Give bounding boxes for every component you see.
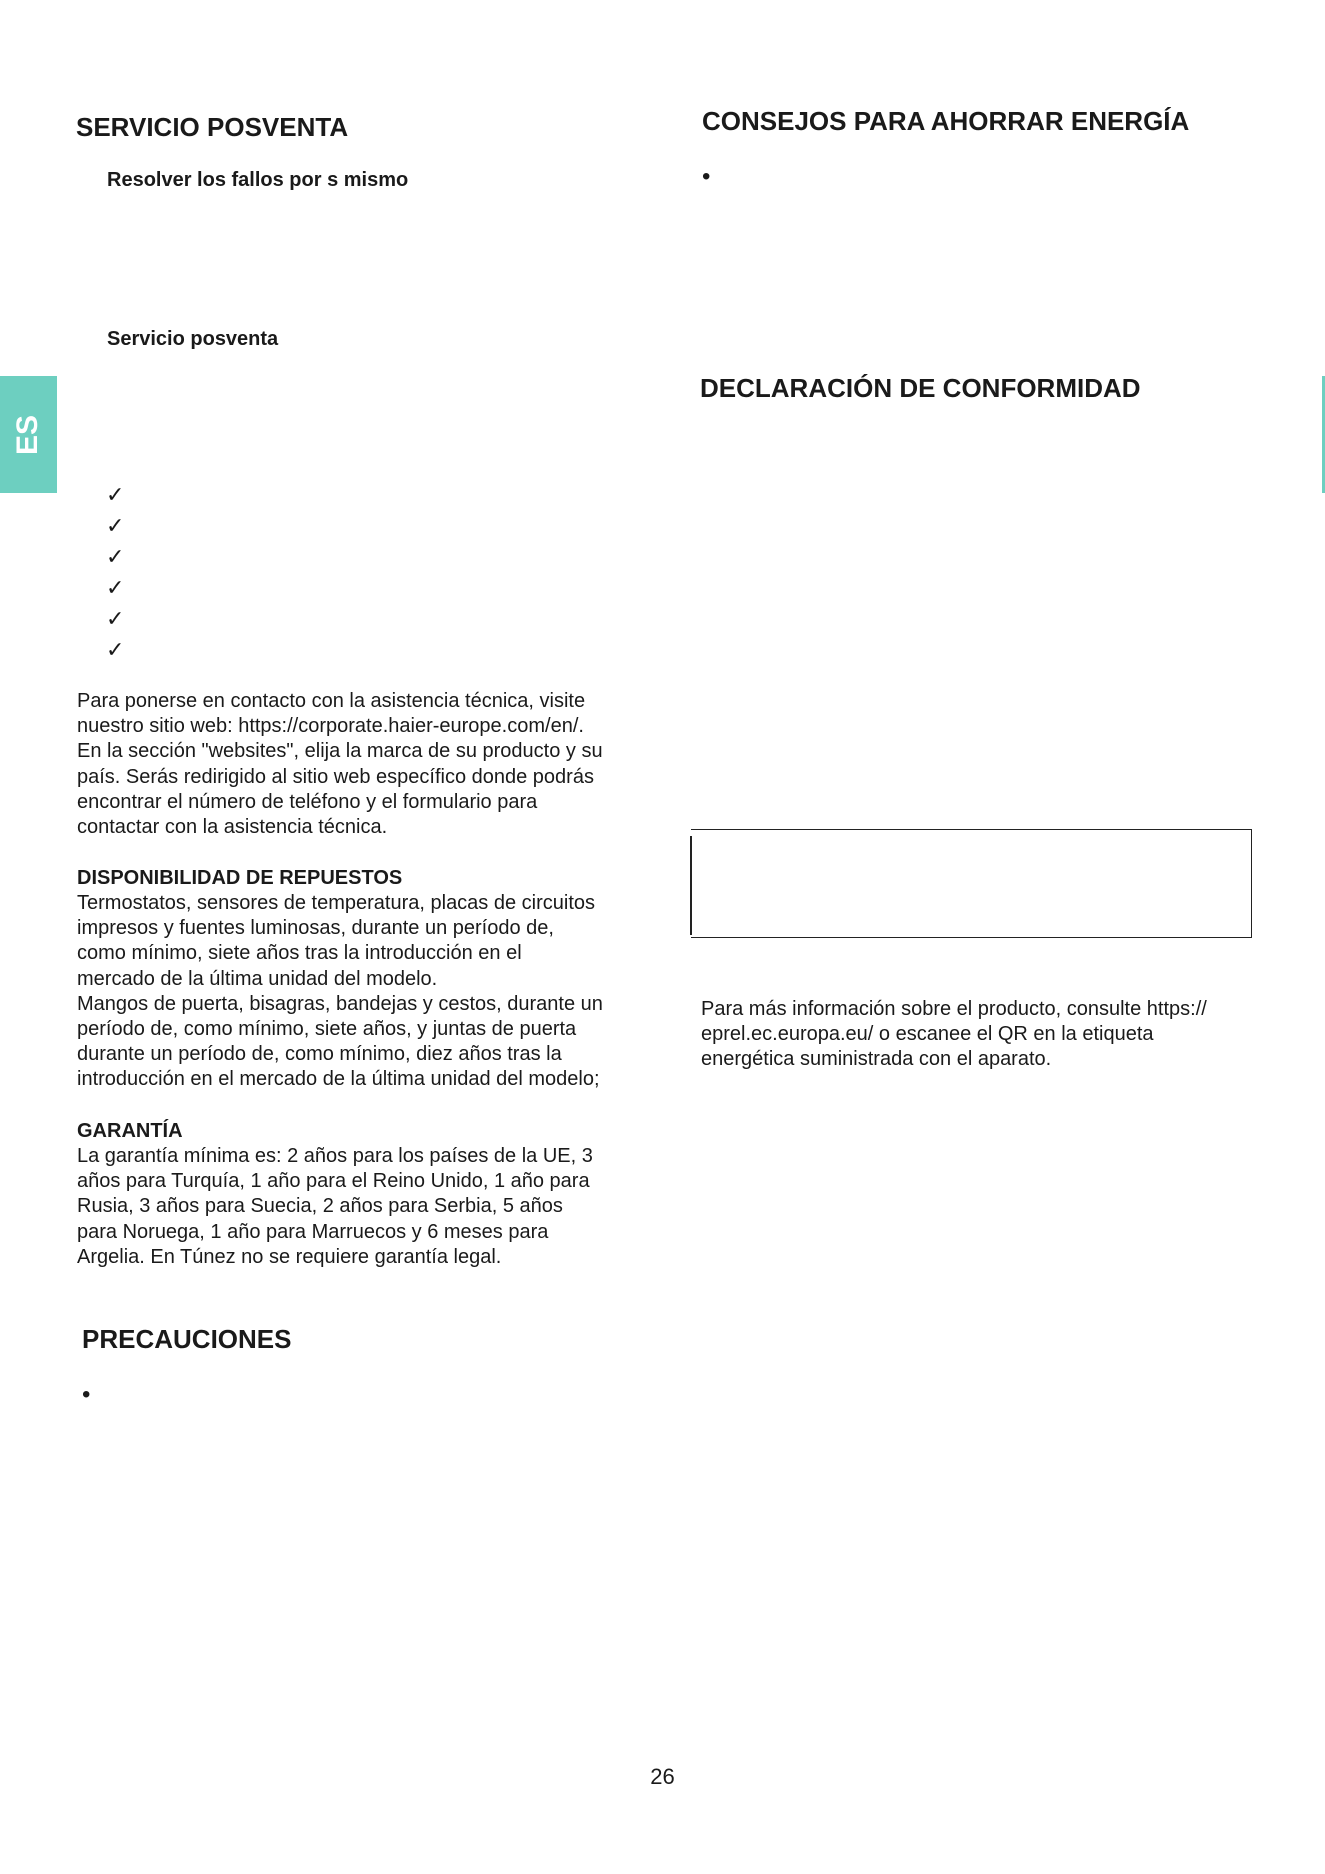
spares-line: introducción en el mercado de la última unidad del modelo;	[77, 1068, 600, 1091]
checkmark-icon: ✓	[106, 606, 125, 631]
heading-garantia: GARANTÍA	[77, 1120, 183, 1142]
spares-line: durante un período de, como mínimo, diez años tras la	[77, 1043, 562, 1066]
spares-line: mercado de la última unidad del modelo.	[77, 967, 438, 990]
warranty-line: La garantía mínima es: 2 años para los países de la UE, 3	[77, 1145, 593, 1167]
checkmark-icon: ✓	[106, 637, 125, 662]
contact-line: país. Serás redirigido al sitio web específico donde podrás	[77, 765, 594, 788]
page-number: 26	[650, 1764, 675, 1789]
warranty-paragraph	[77, 1144, 593, 1270]
checkmark-icon: ✓	[106, 513, 125, 538]
heading-consejos-energia: CONSEJOS PARA AHORRAR ENERGÍA	[702, 106, 1190, 136]
info-line: eprel.ec.europa.eu/ o escanee el QR en la etiqueta	[701, 1023, 1154, 1046]
warranty-line: Rusia, 3 años para Suecia, 2 años para Serbia, 5 años	[77, 1195, 563, 1218]
spares-line: período de, como mínimo, siete años, y juntas de puerta	[77, 1018, 577, 1041]
empty-bordered-box	[691, 829, 1252, 938]
spares-paragraph	[77, 891, 603, 1093]
heading-declaracion-conformidad: DECLARACIÓN DE CONFORMIDAD	[700, 373, 1141, 403]
contact-line: contactar con la asistencia técnica.	[77, 816, 388, 839]
warranty-line: para Noruega, 1 año para Marruecos y 6 meses para	[77, 1220, 549, 1243]
contact-line: Para ponerse en contacto con la asistencia técnica, visite	[77, 690, 586, 712]
heading-disponibilidad-repuestos: DISPONIBILIDAD DE REPUESTOS	[77, 867, 403, 889]
contact-line: nuestro sitio web: https://corporate.haier-europe.com/en/.	[77, 715, 584, 738]
spares-line: impresos y fuentes luminosas, durante un período de,	[77, 917, 554, 940]
checkmark-icon: ✓	[106, 544, 125, 569]
language-tab-label: ES	[11, 414, 45, 455]
info-line: Para más información sobre el producto, consulte https://	[701, 998, 1207, 1020]
warranty-line: Argelia. En Túnez no se requiere garantía legal.	[77, 1245, 502, 1268]
heading-servicio-posventa: SERVICIO POSVENTA	[76, 112, 349, 142]
bullet-icon: •	[82, 1381, 91, 1408]
product-info-paragraph	[701, 997, 1207, 1073]
contact-line: encontrar el número de teléfono y el formulario para	[77, 790, 538, 813]
heading-precauciones: PRECAUCIONES	[82, 1324, 292, 1354]
checkmark-icon: ✓	[106, 482, 125, 507]
contact-paragraph	[77, 689, 603, 840]
checkmark-icon: ✓	[106, 575, 125, 600]
subheading-resolver-fallos: Resolver los fallos por s mismo	[107, 169, 409, 191]
box-left-border	[690, 836, 692, 935]
language-tab	[0, 376, 57, 493]
info-line: energética suministrada con el aparato.	[701, 1048, 1052, 1071]
contact-line: En la sección "websites", elija la marca de su producto y su	[77, 740, 603, 763]
bullet-icon: •	[702, 163, 711, 190]
warranty-line: años para Turquía, 1 año para el Reino Unido, 1 año para	[77, 1170, 590, 1193]
spares-line: Termostatos, sensores de temperatura, placas de circuitos	[77, 892, 596, 914]
subheading-servicio-posventa: Servicio posventa	[107, 328, 279, 350]
spares-line: Mangos de puerta, bisagras, bandejas y cestos, durante un	[77, 992, 603, 1015]
spares-line: como mínimo, siete años tras la introducción en el	[77, 942, 522, 965]
